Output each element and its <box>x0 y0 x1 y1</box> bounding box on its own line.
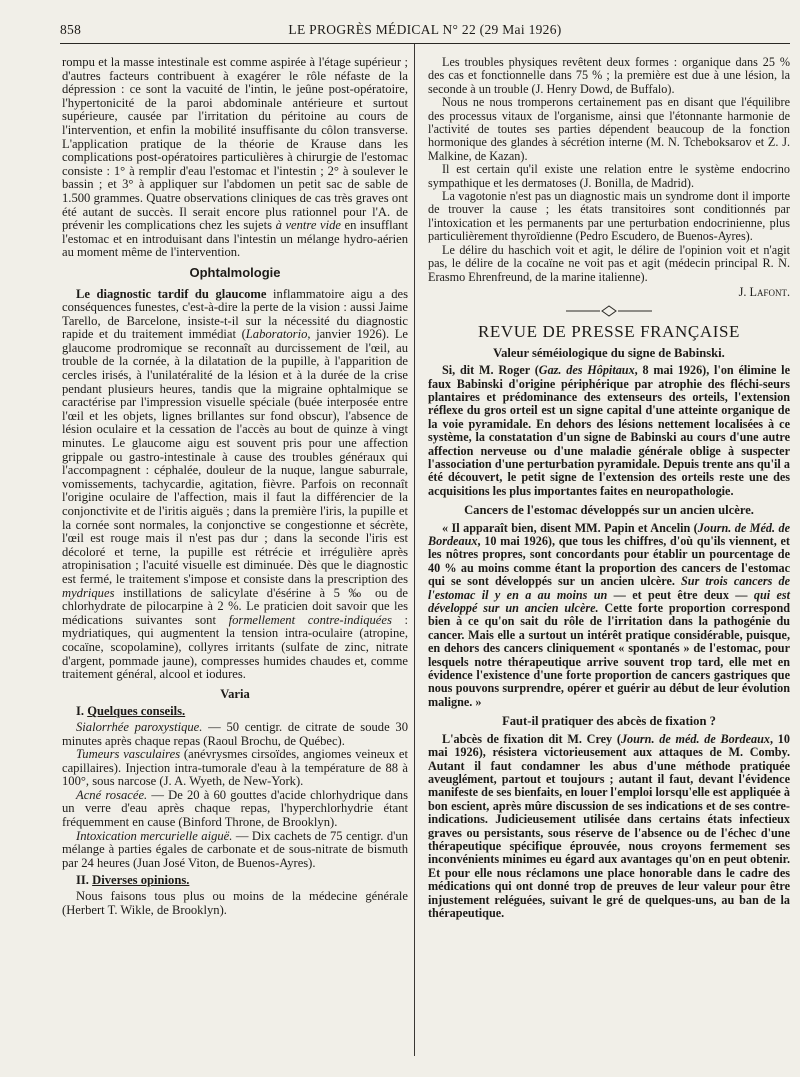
glaucome-paragraph: Le diagnostic tardif du glaucome inflammatoire aigu a des conséquences funestes, c'est-à-dire la perte de la vision : aussi Jaime Tarello, de Barcelone, insiste-t-il sur la nécessité du diagnostic rapide et du traitement immédiat (Laboratorio, janvier 1926). Le glaucome prodromique se reconnaît au durcissement de l'œil, au trouble de la cornée, à la dilatation de la pupille, à l'apparition de cercles irisés, à l'unilatéralité de la lésion et à la durée de la crise pendant plusieurs heures, tandis que la migraine ophtalmique se caractérise par l'impression visuelle spéciale (buée interposée entre l'œil et les objets, lignes brillantes sur fond obscur), l'absence de lésion oculaire et la cessation de l'accès au bout de quinze à vingt minutes. Le glaucome aigu est souvent pris pour une affection grippale ou gastro-intestinale à cause des troubles généraux qui l'accompagnent : céphalée, douleur de la nuque, langue saburrale, vomissements, tachycardie, agitation, fièvre. Parfois on reconnaît l'origine oculaire de l'affection, mais il faut la différencier de la conjonctivite et de l'iritis aiguës ; dans la première l'iris, la pupille et la cornée sont normales, la conjonctive se congestionne et sécrète, l'œil est rouge mais il n'est pas dur ; dans la seconde l'iris est décoloré et terne, la pupille est rétrécie et irrégulière après atropinisation ; l'acuité visuelle est diminuée. Dès que le diagnostic est fermé, le traitement s'impose et consiste dans la prescription des mydriques instillations de salicylate d'ésérine à 5 ‰ ou de chlorhydrate de pilocarpine à 2 %. Le praticien doit savoir que les médications suivantes sont formellement contre-indiquées : mydriatiques, qui augmentent la tension intra-oculaire (atropine, cocaïne, scopolamine), collyres irritants (sulfate de zinc, nitrate d'argent, pommade jaune), compresses humides chaudes et, comme traitement général, alcool et iodures. <box>62 286 409 682</box>
conseil-item: Tumeurs vasculaires (anévrysmes cirsoïdes, angiomes veineux et capillaires). Injection intra-tumorale d'eau à la température de 88 à 100°, sous narcose (J. A. Wyeth, de New-York). <box>62 747 408 789</box>
subsection-opinions: II. Diverses opinions. <box>76 873 190 888</box>
ornament-divider-icon <box>428 305 790 319</box>
section-varia: Varia <box>220 686 250 701</box>
author-signature: J. Lafont. <box>738 284 790 299</box>
conseil-item: Intoxication mercurielle aiguë. — Dix cachets de 75 centigr. d'un mélange à parties égales de carbonate et de sous-nitrate de bismuth par 24 heures (Juan José Viton, de Buenos-Ayres). <box>62 828 408 870</box>
krause-paragraph: rompu et la masse intestinale est comme aspirée à l'étage supérieur ; d'autres facteurs contribuent à exagérer le rôle néfaste de la dépression : ce sont la vacuité de l'intin, le jeûne post-opératoire, l'hypertonicité de la paroi abdominale antérieure et surtout supérieure, causée par l'irritation du péritoine au cours de l'intervention, et enfin la mobilité insuffisante du côlon transverse. L'application pratique de la théorie de Krause dans les complications post-opératoires particulières à chirurgie de l'estomac consiste : 1° à remplir d'eau l'estomac et l'intestin ; 2° à soulever le bassin ; et 3° à appliquer sur l'abdomen un petit sac de sable de 1.500 grammes. Quatre observations cliniques de cas très graves ont été autant de succès. Il serait encore plus rationnel pour l'A. de prévenir les complications chez les sujets à ventre vide en insufflant l'estomac et en introduisant dans l'intestin un mélange hydro-aérien au moment même de l'intervention. <box>62 55 408 260</box>
article-title-babinski: Valeur séméiologique du signe de Babinski. <box>493 345 725 360</box>
article-title-cancers: Cancers de l'estomac développés sur un ancien ulcère. <box>464 503 754 518</box>
header-rule <box>60 43 790 44</box>
subsection-conseils: I. Quelques conseils. <box>76 704 186 719</box>
right-column <box>428 56 790 920</box>
opinion-item: Nous ne nous tromperons certainement pas en disant que l'équilibre des processus vitaux de l'organisme, ainsi que l'étonnante harmonie de l'activité de toutes ses parties dépendent beaucoup de la fonction hormonique des glandes à sécrétion interne (M. N. Tcheboksarov et Z. J. Malkine, de Kazan). <box>428 95 790 163</box>
conseil-item: Acné rosacée. — De 20 à 60 gouttes d'acide chlorhydrique dans un verre d'eau après chaque repas, l'hyperchlorhydrie étant fréquemment en cause (Binford Throne, de Brooklyn). <box>62 787 408 830</box>
conseil-item: Sialorrhée paroxystique. — 50 centigr. de citrate de soude 30 minutes après chaque repas (Raoul Brochu, de Québec). <box>62 719 408 748</box>
page-header <box>60 22 790 42</box>
opinion-item: Nous faisons tous plus ou moins de la médecine générale (Herbert T. Wikle, de Brooklyn). <box>62 889 408 917</box>
page-number: 858 <box>60 22 82 37</box>
babinski-paragraph: Si, dit M. Roger (Gaz. des Hôpitaux, 8 mai 1926), l'on élimine le faux Babinski d'origine périphérique par atrophie des fléchi-seurs plantaires et prédominance des extenseurs des orteils, l'extension réflexe du gros orteil est un signe capital d'une atteinte organique de la voie pyramidale. En dehors des lésions nettement localisées à ce système, la constatation d'un signe de Babinski au cours d'une autre affection nerveuse ou d'une maladie générale oblige à suspecter l'association d'une perturbation pyramidale. Depuis trente ans qu'il a été découvert, le petit signe de l'extension des orteils reste une des acquisitions les plus importantes faites en neuropathologie. <box>428 363 790 498</box>
opinion-item: Le délire du haschich voit et agit, le délire de l'opinion voit et n'agit pas, le délire de la cocaïne ne voit pas et agit (médecin principal R. N. Erasmo Ehrenfreund, de la marine italienne). <box>428 242 790 284</box>
article-title-abces: Faut-il pratiquer des abcès de fixation ? <box>502 714 716 729</box>
section-ophtalmologie: Ophtalmologie <box>189 264 281 280</box>
opinion-item: La vagotonie n'est pas un diagnostic mais un syndrome dont il importe de trouver la cause ; les états transitoires sont conditionnés par l'intoxication et les permanents par une perturbation endocrinienne, plus particulièrement thyroïdienne (Pedro Escudero, de Buenos-Ayres). <box>428 189 790 244</box>
column-divider <box>414 44 415 1056</box>
left-column <box>62 56 408 917</box>
opinion-item: Les troubles physiques revêtent deux formes : organique dans 25 % des cas et fonctionnelle dans 75 % ; la première est due à une lésion, la seconde à un trouble (J. Henry Dowd, de Buffalo). <box>428 55 790 96</box>
running-title: LE PROGRÈS MÉDICAL N° 22 (29 Mai 1926) <box>288 22 562 37</box>
cancers-paragraph: « Il apparaît bien, disent MM. Papin et Ancelin (Journ. de Méd. de Bordeaux, 10 mai 1926), que tous les chiffres, d'où qu'ils viennent, et les nôtres propres, sont concordants pour établir un pourcentage de 40 % au moins comme étant la proportion des cancers de l'estomac qui se sont développés sur un ancien ulcère. Sur trois cancers de l'estomac il y en a au moins un — et peut être deux — qui est développé sur un ancien ulcère. Cette forte proportion correspond bien à ce qu'on sait du rôle de l'irritation dans la pathogénie du cancer. Mais elle a surtout un intérêt pratique considérable, puisque, en dehors des cancers cliniquement « spontanés » de l'estomac, pour lesquels notre thérapeutique arrive souvent trop tard, elle met en évidence l'existence d'une forte proportion de cancers gastriques que nous pouvons surprendre, opérer et guérir au début de leur évolution maligne. » <box>428 520 791 709</box>
opinion-item: Il est certain qu'il existe une relation entre le système endocrino sympathique et les dermatoses (J. Bonilla, de Madrid). <box>428 162 790 190</box>
abces-paragraph: L'abcès de fixation dit M. Crey (Journ. de méd. de Bordeaux, 10 mai 1926), résistera victorieusement aux attaques de M. Comby. Autant il faut condamner les abus d'une méthode pratiquée aveuglément, partout et toujours ; autant il faut, devant l'évidence manifeste de ses bienfaits, en louer l'emploi lorsqu'elle est appliquée à bon escient, après mûre discussion de ses indications et de ses contre-indications. Judicieusement utilisée dans certains états infectieux graves ou persistants, sous réserve de l'absence ou de l'échec d'une thérapeutique spécifique éprouvée, nous croyons fermement ses inconvénients minimes eu égard aux avantages qu'on en peut obtenir. Et pour elle nous réclamons une place honorable dans le cadre des médications qui ont donné trop de preuves de leur valeur pour être injustement reléguées, suivant le gré de quelques-uns, au ban de la thérapeutique. <box>428 731 790 920</box>
section-revue-presse: REVUE DE PRESSE FRANÇAISE <box>477 322 740 342</box>
